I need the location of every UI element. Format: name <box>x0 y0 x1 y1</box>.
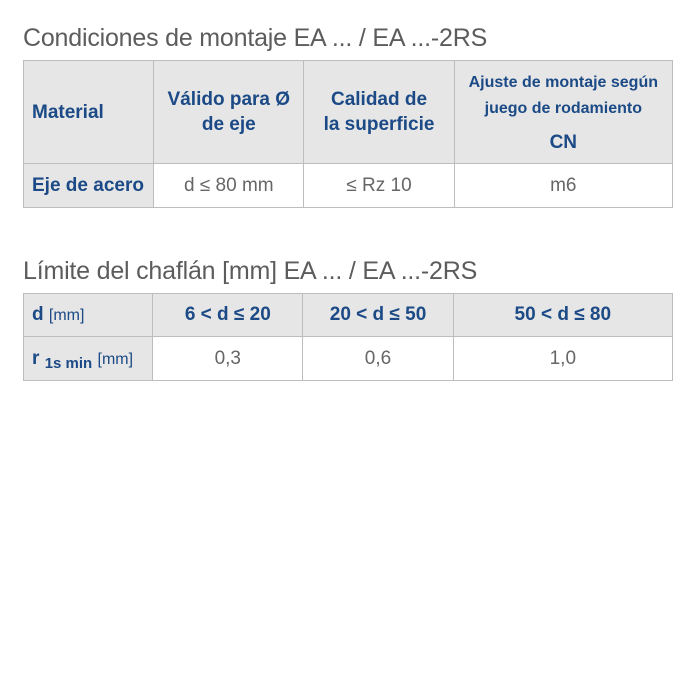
header-fit-line1: Ajuste de montaje según <box>468 74 658 91</box>
table-header-row <box>24 61 673 164</box>
table-row <box>24 164 673 208</box>
diameter-unit: [mm] <box>48 307 85 324</box>
chamfer-value-cell: 1,0 <box>453 337 672 381</box>
header-mounting-fit <box>454 61 672 164</box>
header-valid-for-line1: Válido para Ø <box>167 89 291 110</box>
row-header-diameter <box>24 294 153 337</box>
header-surface-quality-line2: la superficie <box>323 114 435 135</box>
table-header-row <box>24 294 673 337</box>
range-cell: 20 < d ≤ 50 <box>303 294 453 337</box>
cell-surface-quality: ≤ Rz 10 <box>304 164 454 208</box>
chamfer-symbol: r <box>32 347 40 369</box>
chamfer-limit-title: Límite del chaflán [mm] EA ... / EA ...-2RS <box>23 257 478 285</box>
cell-fit: m6 <box>454 164 672 208</box>
header-material-label: Material <box>32 101 104 123</box>
row-material-steel-shaft: Eje de acero <box>24 164 154 208</box>
diameter-symbol: d <box>32 304 44 325</box>
header-fit-line2: juego de rodamiento <box>484 100 642 117</box>
chamfer-value-cell: 0,6 <box>303 337 453 381</box>
mounting-conditions-table <box>23 60 673 208</box>
mounting-conditions-title: Condiciones de montaje EA ... / EA ...-2RS <box>23 24 488 52</box>
chamfer-limit-table <box>23 293 673 381</box>
header-fit-clearance: CN <box>549 132 578 153</box>
chamfer-subscript: 1s min <box>44 354 93 372</box>
chamfer-value-cell: 0,3 <box>153 337 303 381</box>
header-surface-quality-line1: Calidad de <box>330 89 428 110</box>
header-valid-for-line2: de eje <box>201 114 256 135</box>
chamfer-unit: [mm] <box>97 350 134 368</box>
range-cell: 6 < d ≤ 20 <box>153 294 303 337</box>
header-valid-for-shaft <box>154 61 304 164</box>
row-header-chamfer <box>24 337 153 381</box>
header-material <box>24 61 154 164</box>
range-cell: 50 < d ≤ 80 <box>453 294 672 337</box>
cell-valid-for: d ≤ 80 mm <box>154 164 304 208</box>
header-surface-quality <box>304 61 454 164</box>
table-row <box>24 337 673 381</box>
